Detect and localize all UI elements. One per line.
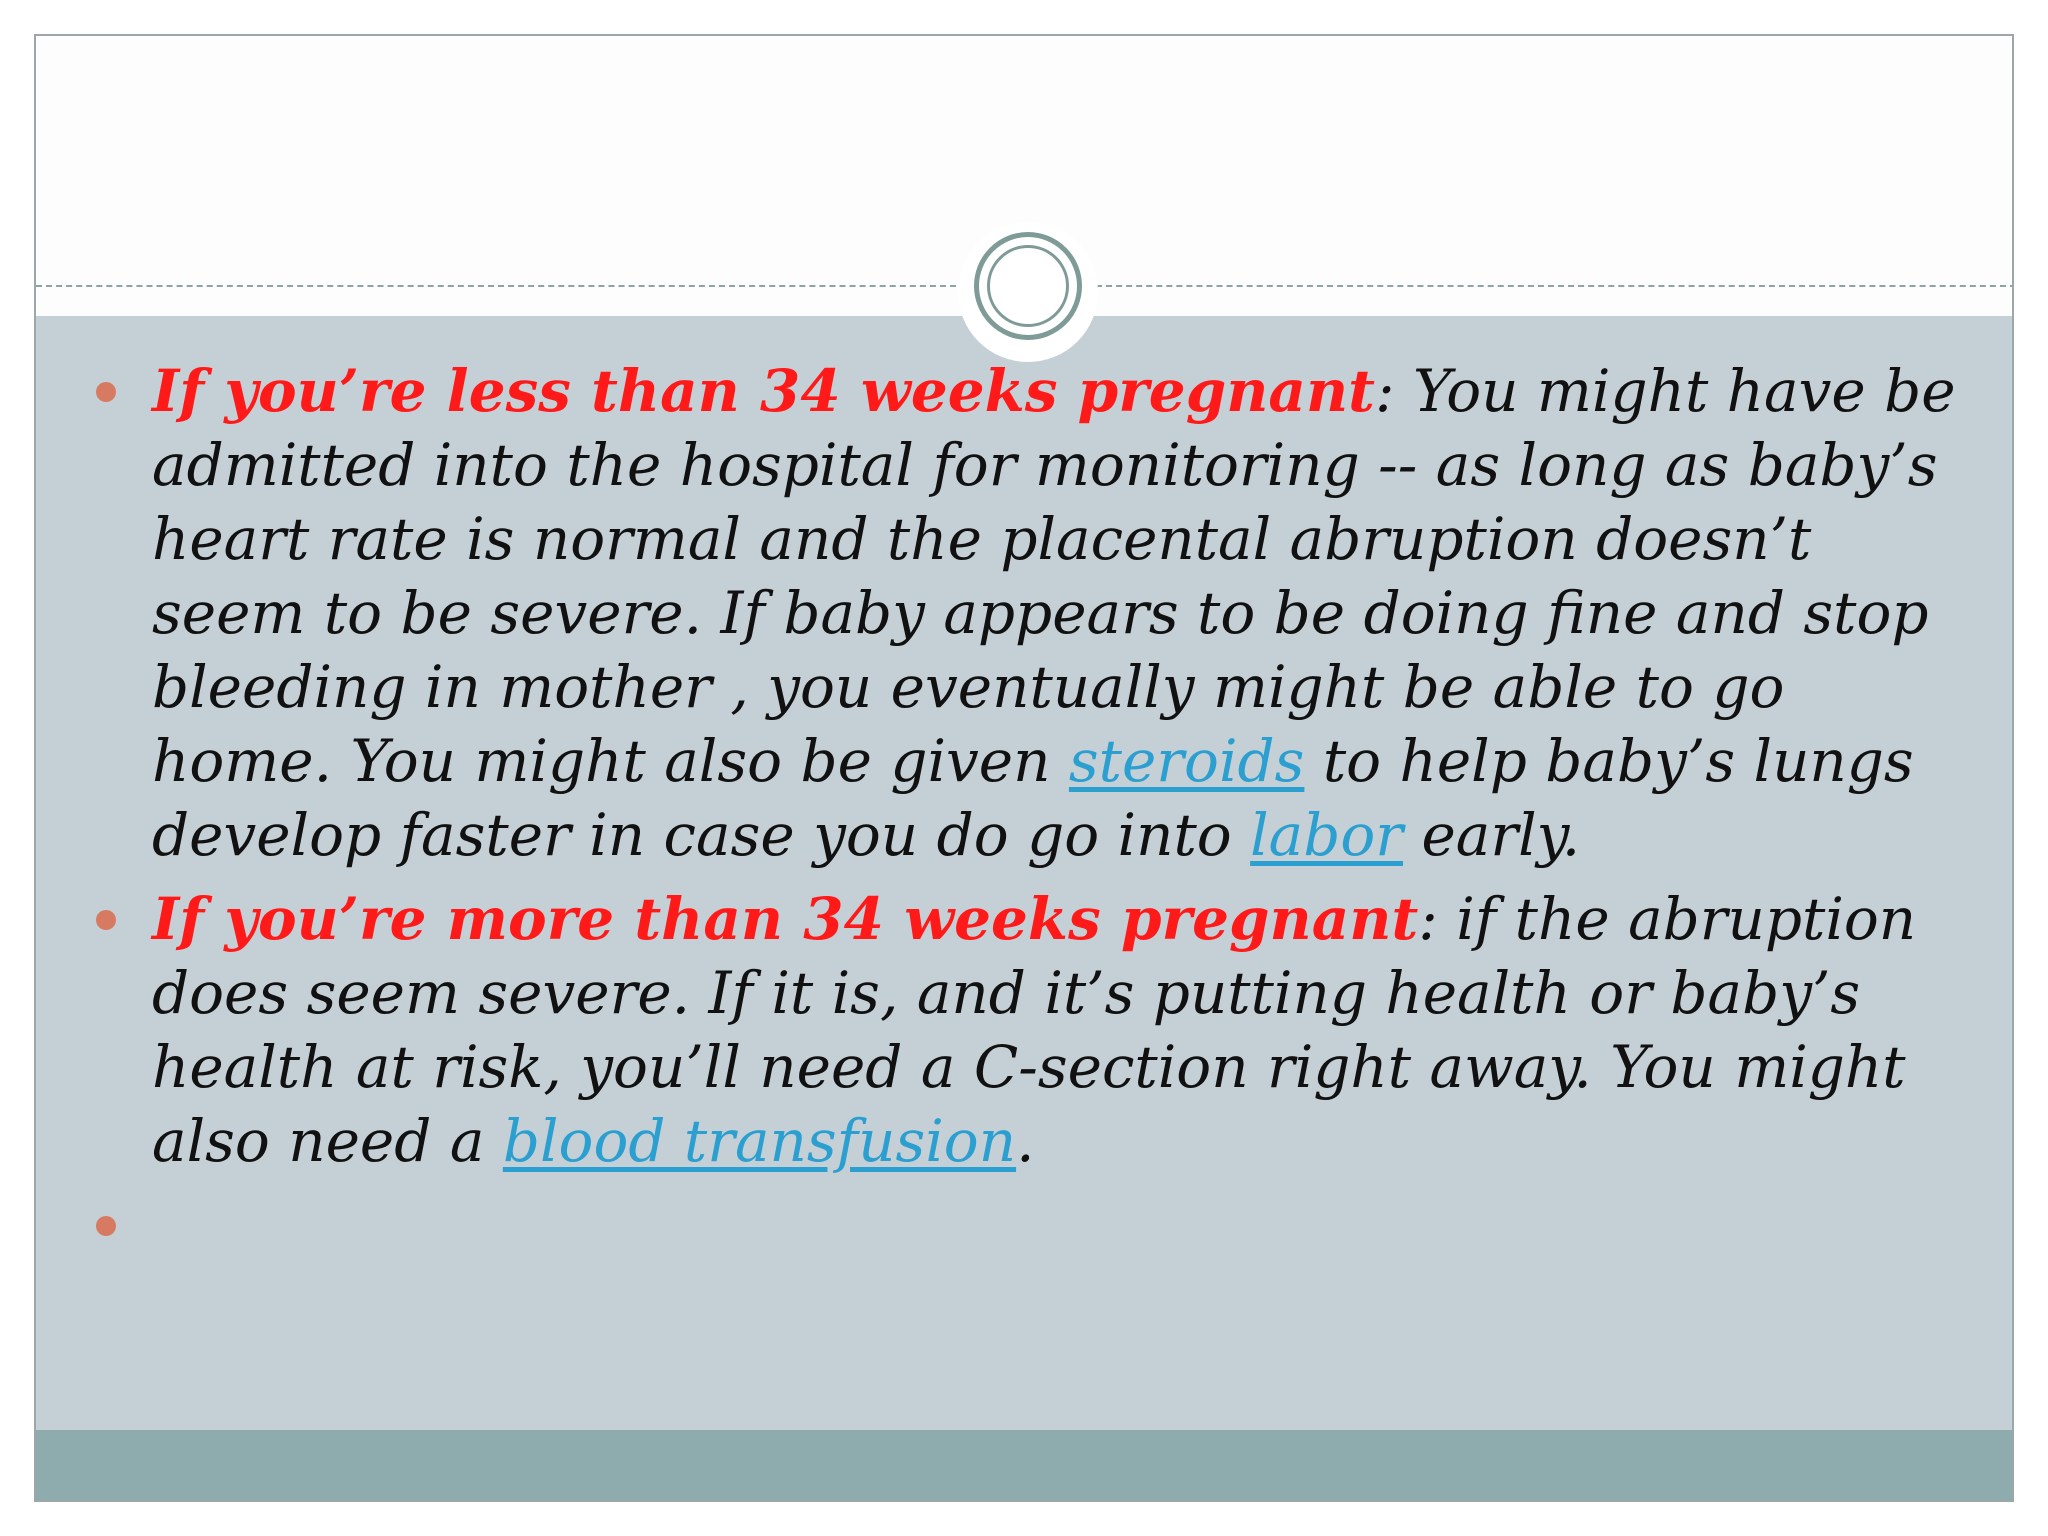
bullet-text: if the abruption does seem severe. If it is, and it’s putting health or baby’s health at risk, you’ll need a C-section right away. You might also need a — [152, 885, 1917, 1175]
bullet-text: early. — [1403, 801, 1581, 869]
circle-ornament-icon — [974, 232, 1082, 340]
bullet-item-under-34-weeks — [36, 354, 2014, 872]
labor-link[interactable]: labor — [1250, 801, 1404, 869]
bullet-heading: If you’re more than 34 weeks pregnant — [152, 885, 1419, 953]
slide-footer-bar — [36, 1430, 2012, 1500]
bullet-dot-icon — [96, 910, 116, 930]
header-divider-right — [1096, 285, 2014, 287]
bullet-item-empty — [36, 1188, 2014, 1262]
bullet-item-over-34-weeks — [36, 882, 2014, 1178]
bullet-text: You might have be admitted into the hospital for monitoring -- as long as baby’s heart rate is normal and the placental abruption doesn’t seem to be severe. If baby appears to be doing fine and stop bleeding in mother , you eventually might be able to go home. You might also be given — [152, 357, 1956, 795]
slide — [34, 34, 2014, 1502]
blood-transfusion-link[interactable]: blood transfusion — [502, 1107, 1017, 1175]
bullet-dot-icon — [96, 1216, 116, 1236]
bullet-separator: : — [1374, 357, 1413, 425]
bullet-dot-icon — [96, 382, 116, 402]
bullet-list — [36, 354, 2014, 1262]
steroids-link[interactable]: steroids — [1068, 727, 1305, 795]
header-divider-left — [36, 285, 956, 287]
bullet-separator: : — [1418, 885, 1457, 953]
bullet-heading: If you’re less than 34 weeks pregnant — [152, 357, 1375, 425]
circle-ornament-inner — [987, 245, 1069, 327]
bullet-text: to help baby’s lungs develop faster in case you do go into — [152, 727, 1914, 869]
bullet-text: . — [1016, 1107, 1035, 1175]
